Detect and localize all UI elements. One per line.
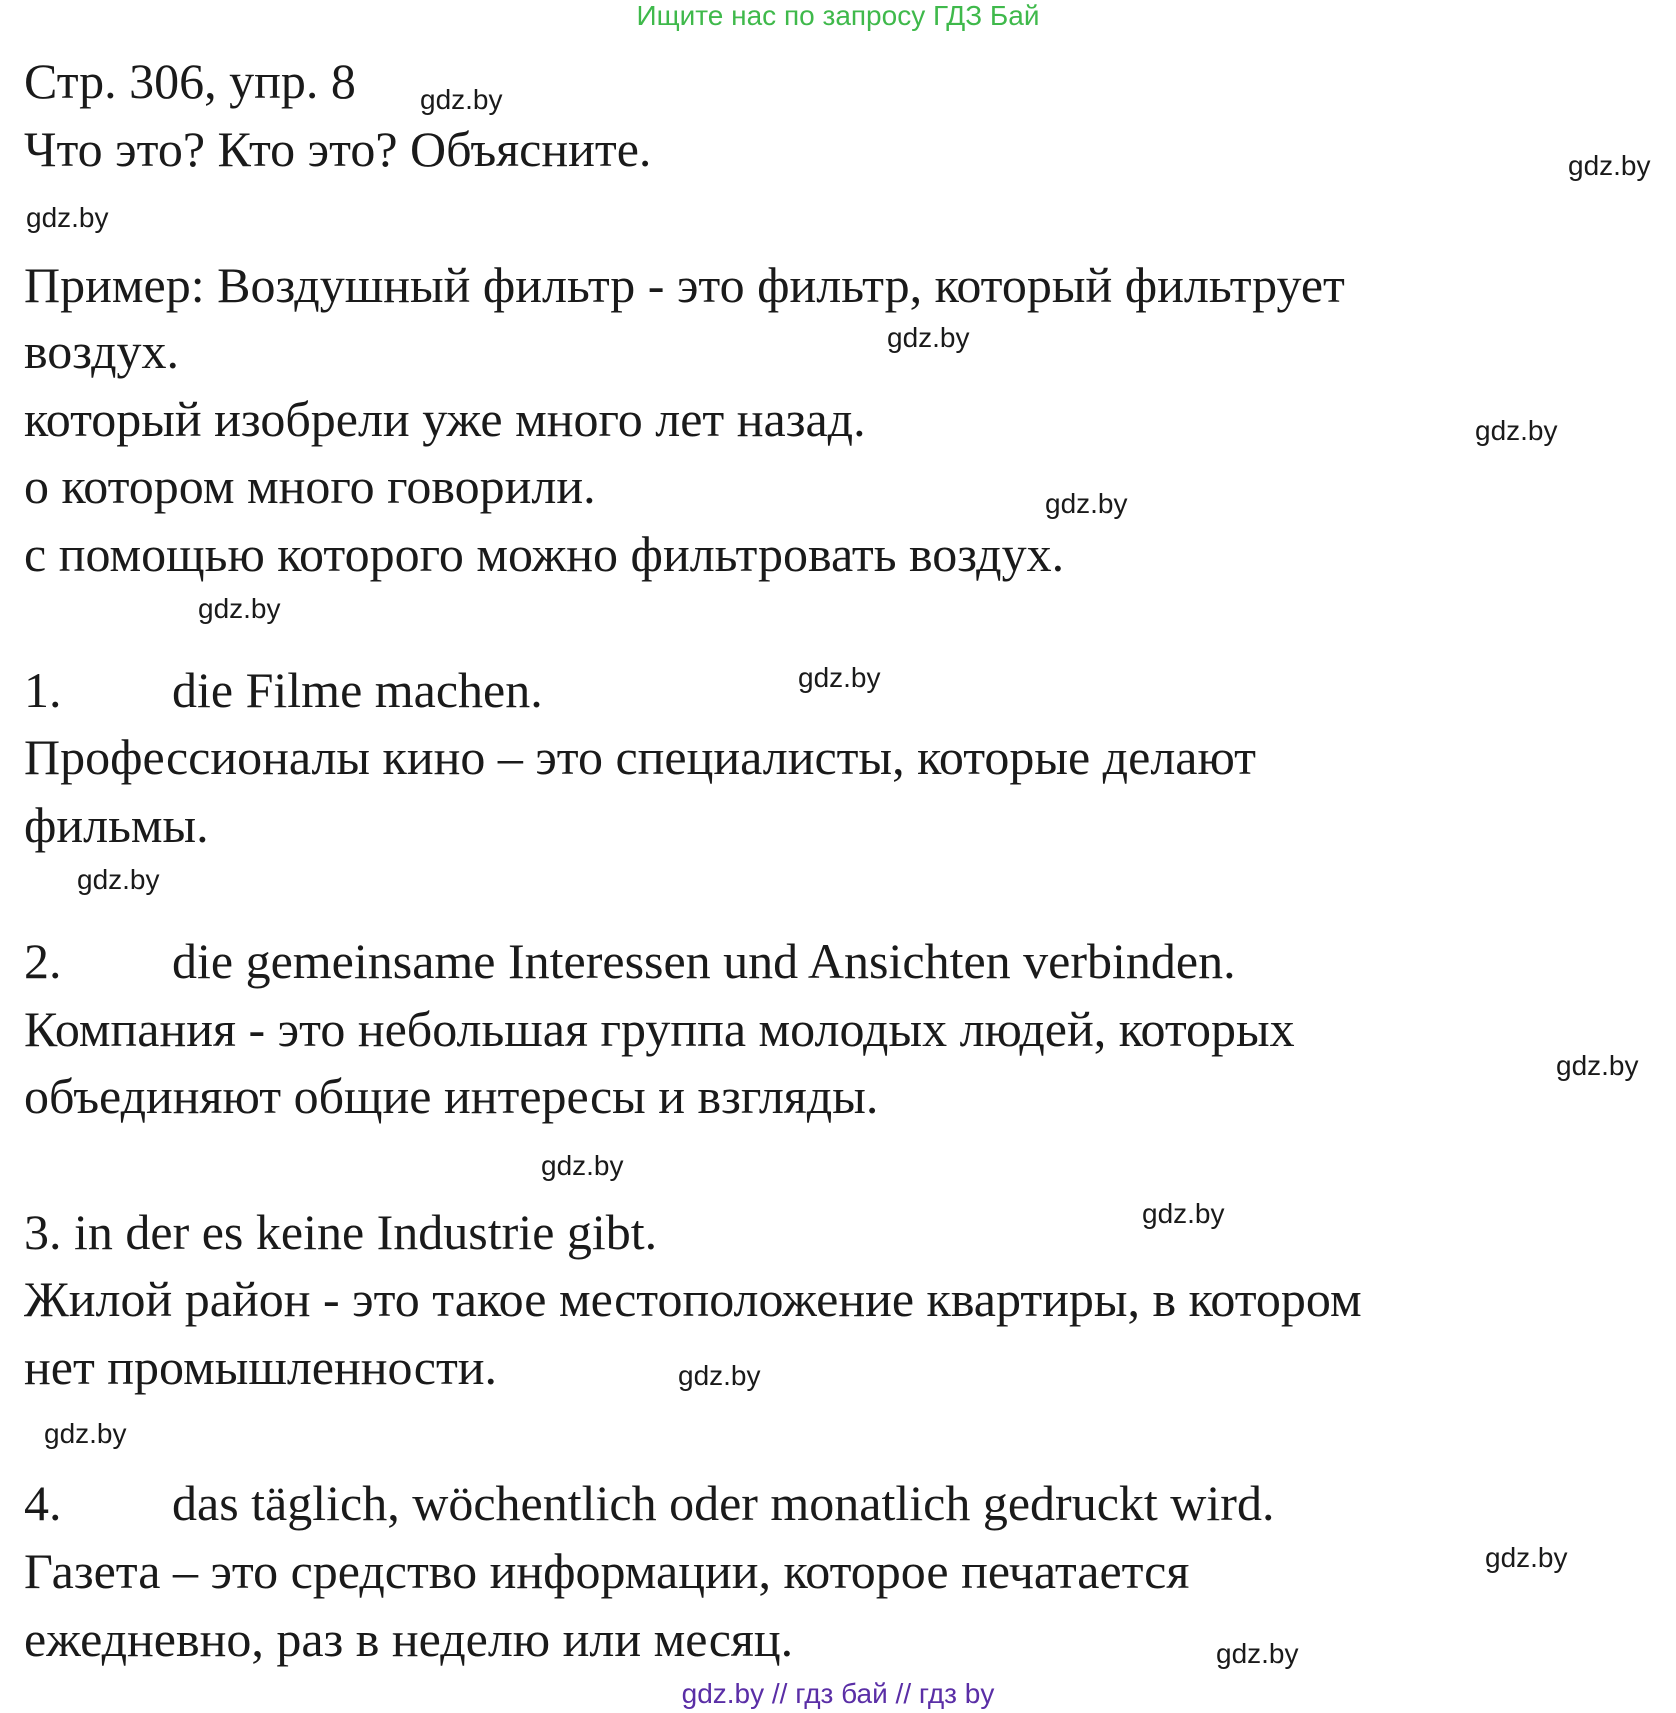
footer-links: gdz.by // гдз бай // гдз by bbox=[681, 1678, 995, 1709]
item-2-answer-line-1: Компания - это небольшая группа молодых людей, которых bbox=[24, 1001, 1295, 1057]
item-2-german bbox=[24, 932, 1236, 990]
example-line-5: с помощью которого можно фильтровать воздух. bbox=[24, 526, 1065, 582]
watermark-16: gdz.by bbox=[1216, 1638, 1299, 1669]
watermark-15: gdz.by bbox=[1485, 1542, 1568, 1573]
item-4-answer-line-2: ежедневно, раз в неделю или месяц. bbox=[24, 1611, 794, 1667]
item-3-answer-line-1: Жилой район - это такое местоположение квартиры, в котором bbox=[24, 1271, 1362, 1327]
watermark-6: gdz.by bbox=[1045, 488, 1128, 519]
item-2-answer-line-2: объединяют общие интересы и взгляды. bbox=[24, 1068, 879, 1124]
item-2-german-text: die gemeinsame Interessen und Ansichten verbinden. bbox=[172, 933, 1236, 989]
example-line-1: Пример: Воздушный фильтр - это фильтр, который фильтрует bbox=[24, 257, 1345, 313]
watermark-8: gdz.by bbox=[798, 662, 881, 693]
watermark-2: gdz.by bbox=[1568, 150, 1651, 181]
watermark-10: gdz.by bbox=[1556, 1050, 1639, 1081]
item-4-number: 4. bbox=[24, 1475, 62, 1531]
item-3-german: 3. in der es keine Industrie gibt. bbox=[24, 1204, 658, 1260]
item-2-number: 2. bbox=[24, 933, 62, 989]
item-4-german bbox=[24, 1474, 1274, 1532]
watermark-4: gdz.by bbox=[887, 322, 970, 353]
task-instruction: Что это? Кто это? Объясните. bbox=[24, 121, 652, 177]
item-1-german-text: die Filme machen. bbox=[172, 662, 543, 718]
watermark-9: gdz.by bbox=[77, 864, 160, 895]
watermark-3: gdz.by bbox=[26, 202, 109, 233]
example-line-4: о котором много говорили. bbox=[24, 458, 596, 514]
item-1-answer-line-2: фильмы. bbox=[24, 797, 209, 853]
watermark-11: gdz.by bbox=[541, 1150, 624, 1181]
item-1-number: 1. bbox=[24, 662, 62, 718]
example-line-2: воздух. bbox=[24, 323, 180, 379]
item-4-german-text: das täglich, wöchentlich oder monatlich gedruckt wird. bbox=[172, 1475, 1275, 1531]
watermark-14: gdz.by bbox=[44, 1418, 127, 1449]
item-3-answer-line-2: нет промышленности. bbox=[24, 1339, 498, 1395]
watermark-12: gdz.by bbox=[1142, 1198, 1225, 1229]
item-1-german bbox=[24, 661, 543, 719]
page-title-text: Стр. 306, упр. 8 bbox=[24, 53, 356, 109]
watermark-5: gdz.by bbox=[1475, 415, 1558, 446]
item-1-answer-line-1: Профессионалы кино – это специалисты, которые делают bbox=[24, 729, 1257, 785]
watermark-1: gdz.by bbox=[420, 84, 503, 115]
item-4-answer-line-1: Газета – это средство информации, которое печатается bbox=[24, 1543, 1190, 1599]
example-line-3: который изобрели уже много лет назад. bbox=[24, 391, 866, 447]
watermark-13: gdz.by bbox=[678, 1360, 761, 1391]
watermark-7: gdz.by bbox=[198, 593, 281, 624]
search-banner: Ищите нас по запросу ГДЗ Бай bbox=[636, 0, 1040, 31]
page-title bbox=[24, 52, 356, 110]
